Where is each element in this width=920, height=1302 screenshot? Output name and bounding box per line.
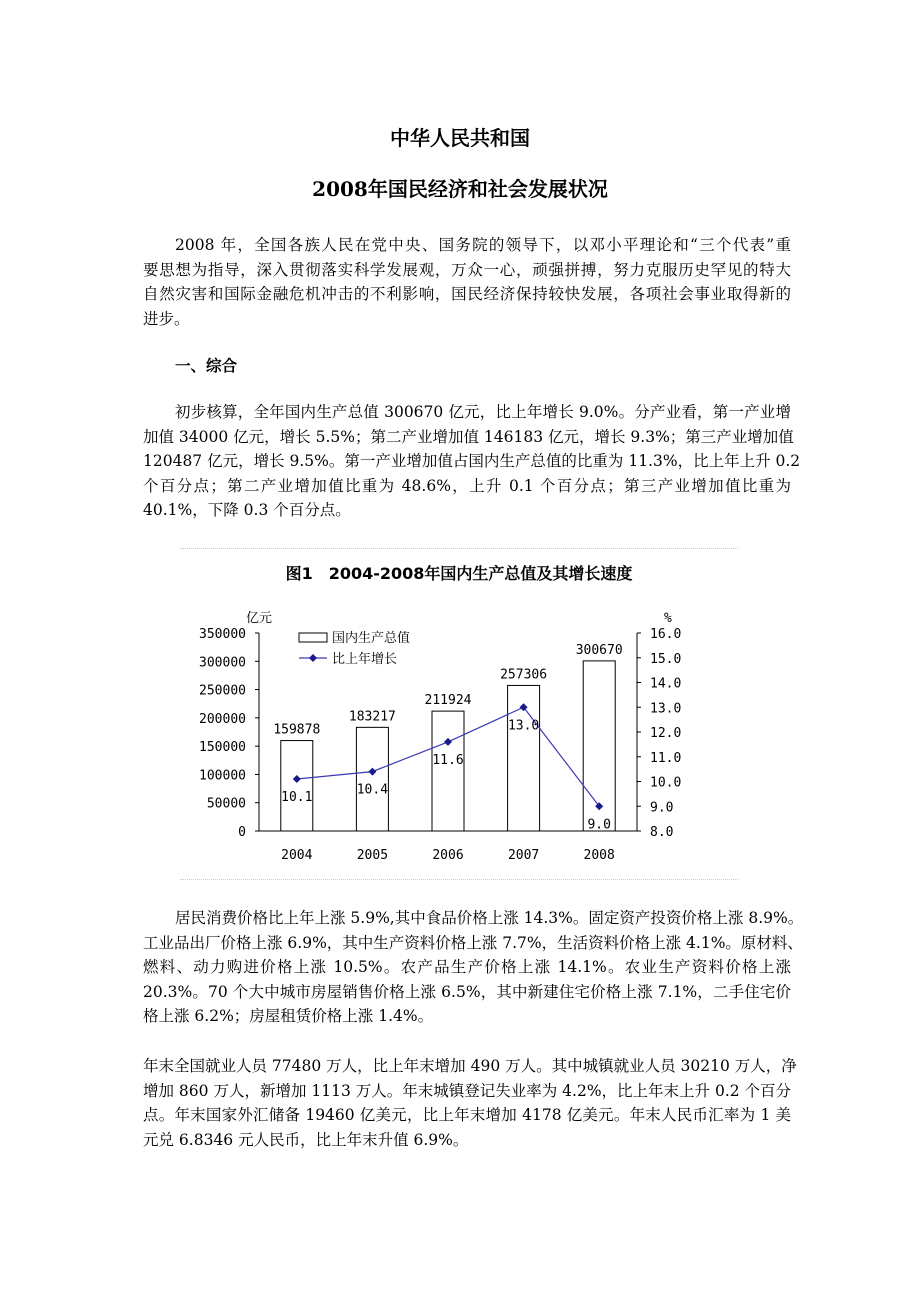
paragraph-line: 加值 34000 亿元，增长 5.5%；第二产业增加值 146183 亿元，增长 9.3%；第三产业增加值 bbox=[143, 427, 794, 446]
left-tick-label: 150000 bbox=[199, 740, 246, 756]
gdp-bar-label: 183217 bbox=[348, 709, 396, 725]
left-tick-label: 300000 bbox=[199, 655, 246, 671]
gdp-bar-label: 300670 bbox=[575, 642, 623, 658]
legend-bar-swatch bbox=[299, 633, 327, 642]
growth-label: 9.0 bbox=[587, 817, 611, 833]
gdp-bar bbox=[281, 741, 313, 831]
gdp-bar bbox=[356, 727, 388, 831]
paragraph-line: 居民消费价格比上年上涨 5.9%,其中食品价格上涨 14.3%。固定资产投资价格上涨 8.9%。 bbox=[175, 909, 804, 927]
paragraph-line: 120487 亿元，增长 9.5%。第一产业增加值占国内生产总值的比重为 11.3%，比上年上升 0.2 bbox=[143, 452, 801, 471]
right-tick-label: 12.0 bbox=[650, 726, 682, 741]
left-tick-label: 50000 bbox=[206, 796, 246, 812]
growth-label: 11.6 bbox=[432, 752, 464, 768]
gdp-bar-label: 159878 bbox=[273, 722, 321, 738]
paragraph-line: 20.3%。70 个大中城市房屋销售价格上涨 6.5%，其中新建住宅价格上涨 7.1%，二手住宅价 bbox=[143, 982, 791, 1001]
right-tick-label: 13.0 bbox=[650, 701, 682, 717]
paragraph-line: 格上涨 6.2%；房屋租赁价格上涨 1.4%。 bbox=[143, 1007, 434, 1026]
paragraph-line: 年末全国就业人员 77480 万人，比上年末增加 490 万人。其中城镇就业人员 30210 万人，净 bbox=[143, 1057, 797, 1075]
gdp-bar-label: 211924 bbox=[424, 693, 472, 709]
legend-line-marker bbox=[309, 654, 317, 662]
x-tick-label: 2005 bbox=[356, 848, 389, 863]
paragraph-line: 40.1%，下降 0.3 个百分点。 bbox=[143, 501, 351, 520]
growth-label: 10.1 bbox=[281, 790, 313, 806]
paragraph-line: 初步核算，全年国内生产总值 300670 亿元，比上年增长 9.0%。分产业看，第一产业增 bbox=[175, 403, 791, 421]
x-tick-label: 2007 bbox=[507, 848, 540, 863]
doc-title: 中华人民共和国 bbox=[390, 126, 530, 150]
paragraph-line: 元兑 6.8346 元人民币，比上年末升值 6.9%。 bbox=[143, 1130, 469, 1149]
left-tick-label: 250000 bbox=[199, 683, 246, 699]
right-tick-label: 8.0 bbox=[650, 825, 674, 840]
right-tick-label: 9.0 bbox=[650, 800, 674, 816]
right-tick-label: 16.0 bbox=[650, 627, 682, 642]
left-tick-label: 200000 bbox=[199, 711, 246, 727]
paragraph-line: 要思想为指导，深入贯彻落实科学发展观，万众一心，顽强拼搏，努力克服历史罕见的特大 bbox=[143, 260, 791, 279]
x-tick-label: 2006 bbox=[432, 848, 464, 863]
growth-label: 10.4 bbox=[356, 782, 389, 798]
gdp-bar-label: 257306 bbox=[500, 667, 548, 683]
doc-subtitle: 2008年国民经济和社会发展状况 bbox=[312, 177, 608, 201]
legend-bar-label: 国内生产总值 bbox=[332, 631, 411, 646]
left-tick-label: 100000 bbox=[199, 768, 246, 784]
section-heading: 一、综合 bbox=[175, 356, 238, 375]
growth-label: 13.0 bbox=[507, 718, 540, 734]
paragraph-line: 增加 860 万人，新增加 1113 万人。年末城镇登记失业率为 4.2%，比上年末上升 0.2 个百分 bbox=[143, 1081, 792, 1100]
employment-paragraph bbox=[143, 1054, 797, 1152]
chart-title: 图1 2004-2008年国内生产总值及其增长速度 bbox=[285, 564, 633, 583]
paragraph-line: 燃料、动力购进价格上涨 10.5%。农产品生产价格上涨 14.1%。农业生产资料价格上涨 bbox=[143, 958, 791, 977]
right-tick-label: 14.0 bbox=[650, 676, 682, 692]
gdp-chart-svg bbox=[180, 549, 738, 879]
x-tick-label: 2004 bbox=[281, 848, 313, 863]
legend-line-label: 比上年增长 bbox=[332, 652, 398, 667]
paragraph-line: 自然灾害和国际金融危机冲击的不利影响，国民经济保持较快发展，各项社会事业取得新的 bbox=[143, 285, 791, 304]
prices-paragraph bbox=[143, 906, 804, 1029]
paragraph-line: 点。年末国家外汇储备 19460 亿美元，比上年末增加 4178 亿美元。年末人民币汇率为 1 美 bbox=[143, 1106, 791, 1125]
right-tick-label: 11.0 bbox=[650, 750, 682, 766]
gdp-chart bbox=[180, 548, 738, 880]
gdp-bar bbox=[432, 711, 464, 831]
gdp-paragraph bbox=[143, 400, 801, 523]
left-tick-label: 0 bbox=[238, 825, 246, 840]
right-axis-label: % bbox=[664, 611, 672, 626]
paragraph-line: 个百分点；第二产业增加值比重为 48.6%，上升 0.1 个百分点；第三产业增加值比重为 bbox=[143, 476, 791, 495]
right-tick-label: 15.0 bbox=[650, 651, 682, 667]
right-tick-label: 10.0 bbox=[650, 775, 682, 791]
paragraph-line: 2008 年，全国各族人民在党中央、国务院的领导下，以邓小平理论和“三个代表”重 bbox=[175, 236, 791, 254]
left-tick-label: 350000 bbox=[199, 627, 246, 642]
left-axis-label: 亿元 bbox=[246, 611, 273, 626]
paragraph-line: 工业品出厂价格上涨 6.9%，其中生产资料价格上涨 7.7%，生活资料价格上涨 4.1%。原材料、 bbox=[143, 933, 803, 952]
x-tick-label: 2008 bbox=[583, 848, 615, 863]
intro-paragraph bbox=[143, 233, 791, 331]
paragraph-line: 进步。 bbox=[143, 309, 190, 328]
